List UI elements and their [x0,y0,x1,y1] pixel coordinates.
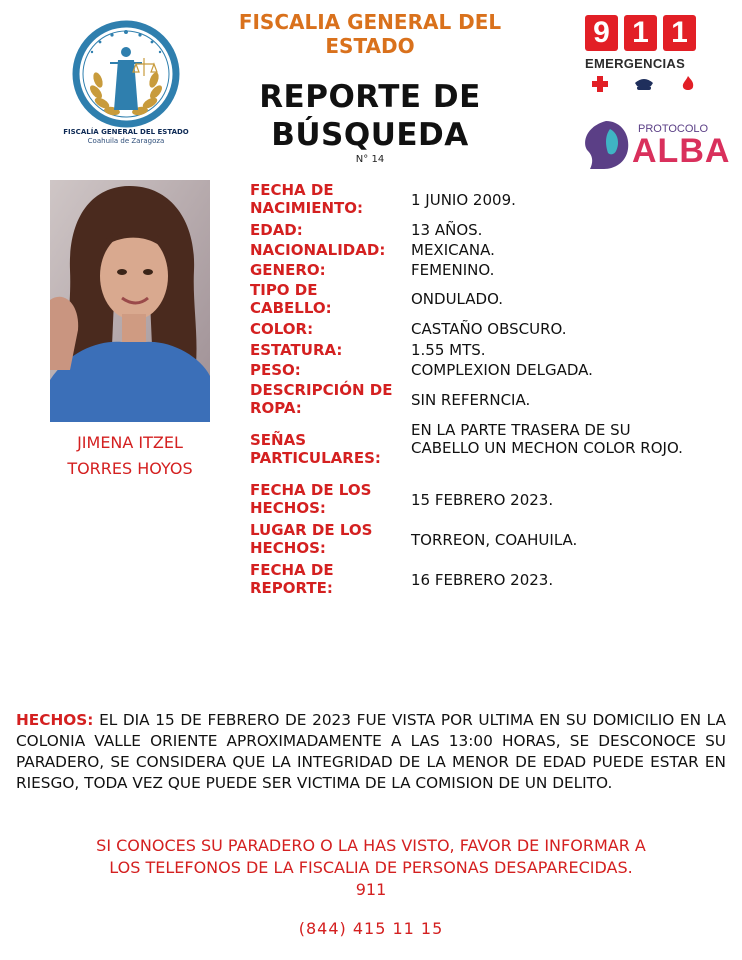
field-label-height: ESTATURA: [250,341,343,359]
emergency-digits [585,15,703,51]
field-value-gender: FEMENINO. [411,261,495,279]
facts-paragraph [16,710,726,794]
person-name-line2: TORRES HOYOS [67,459,193,478]
alba-small-text: PROTOCOLO [638,123,709,135]
facts-label: HECHOS: [16,711,94,729]
field-label-event-place: LUGAR DE LOS HECHOS: [250,521,373,557]
alba-big-text: ALBA [632,132,731,170]
person-name-line1: JIMENA ITZEL [77,433,183,452]
call-to-action-line2: LOS TELEFONOS DE LA FISCALIA DE PERSONAS DESAPARECIDAS. [109,858,633,877]
field-value-event-date: 15 FEBRERO 2023. [411,491,554,509]
field-value-report-date: 16 FEBRERO 2023. [411,571,554,589]
field-value-hair-color: CASTAÑO OBSCURO. [411,320,567,338]
field-label-gender: GENERO: [250,261,326,279]
call-to-action [20,835,722,901]
document-title [215,78,525,154]
field-label-build: PESO: [250,361,301,379]
emergency-label: EMERGENCIAS [585,56,686,71]
facts-text: EL DIA 15 DE FEBRERO DE 2023 FUE VISTA POR ULTIMA EN SU DOMICILIO EN LA COLONIA VALLE ORIENTE APROXIMADAMENTE A LAS 13:00 HORAS, SE DESCONOCE SU PARADERO, SE CONSIDERA QUE LA INTEGRIDAD DE LA MENOR DE EDAD PUEDE ESTAR EN RIESGO, TODA VEZ QUE PUEDE SER VICTIMA DE LA COMISION DE UN DELITO. [16,711,726,792]
field-value-nationality: MEXICANA. [411,241,495,259]
field-value-build: COMPLEXION DELGADA. [411,361,593,379]
medical-cross-icon [591,75,609,93]
seal-caption-line1: FISCALÍA GENERAL DEL ESTADO [63,128,189,136]
field-value-event-place: TORREON, COAHUILA. [411,531,578,549]
field-label-birthdate: FECHA DE NACIMIENTO: [250,181,364,217]
field-value-birthdate: 1 JUNIO 2009. [411,191,516,209]
field-value-hair-type: ONDULADO. [411,290,504,308]
phone-number: (844) 415 11 15 [298,919,444,938]
field-label-nationality: NACIONALIDAD: [250,241,386,259]
seal-caption-line2: Coahuila de Zaragoza [87,137,165,145]
field-value-height: 1.55 MTS. [411,341,486,359]
call-to-action-line3: 911 [355,880,387,899]
organization-title: FISCALIA GENERAL DEL ESTADO [238,10,502,58]
field-label-age: EDAD: [250,221,303,239]
fiscalia-seal-logo [64,18,188,130]
person-name [40,430,220,482]
field-value-distinguishing-marks: EN LA PARTE TRASERA DE SU CABELLO UN MECHON COLOR ROJO. [411,421,683,457]
field-label-distinguishing-marks: SEÑAS PARTICULARES: [250,431,381,467]
emergency-icons [585,75,703,93]
field-label-clothing: DESCRIPCIÓN DE ROPA: [250,381,393,417]
document-title-line2: BÚSQUEDA [271,117,469,153]
seal-caption [48,128,204,146]
digit-1: 1 [663,15,696,51]
digit-9: 9 [585,15,618,51]
field-value-clothing: SIN REFERNCIA. [411,391,531,409]
protocolo-alba-logo [580,117,731,173]
report-number: N° 14 [355,154,385,165]
field-value-age: 13 AÑOS. [411,221,483,239]
call-to-action-line1: SI CONOCES SU PARADERO O LA HAS VISTO, FAVOR DE INFORMAR A [96,836,646,855]
police-cap-icon [633,75,655,93]
emergency-911-logo [585,15,703,93]
missing-person-photo [50,180,210,422]
digit-1: 1 [624,15,657,51]
field-label-event-date: FECHA DE LOS HECHOS: [250,481,372,517]
field-label-hair-type: TIPO DE CABELLO: [250,281,332,317]
woman-profile-icon [580,119,632,171]
field-label-report-date: FECHA DE REPORTE: [250,561,334,597]
field-label-hair-color: COLOR: [250,320,314,338]
document-title-line1: REPORTE DE [259,79,481,115]
fire-extinguisher-icon [679,75,697,93]
